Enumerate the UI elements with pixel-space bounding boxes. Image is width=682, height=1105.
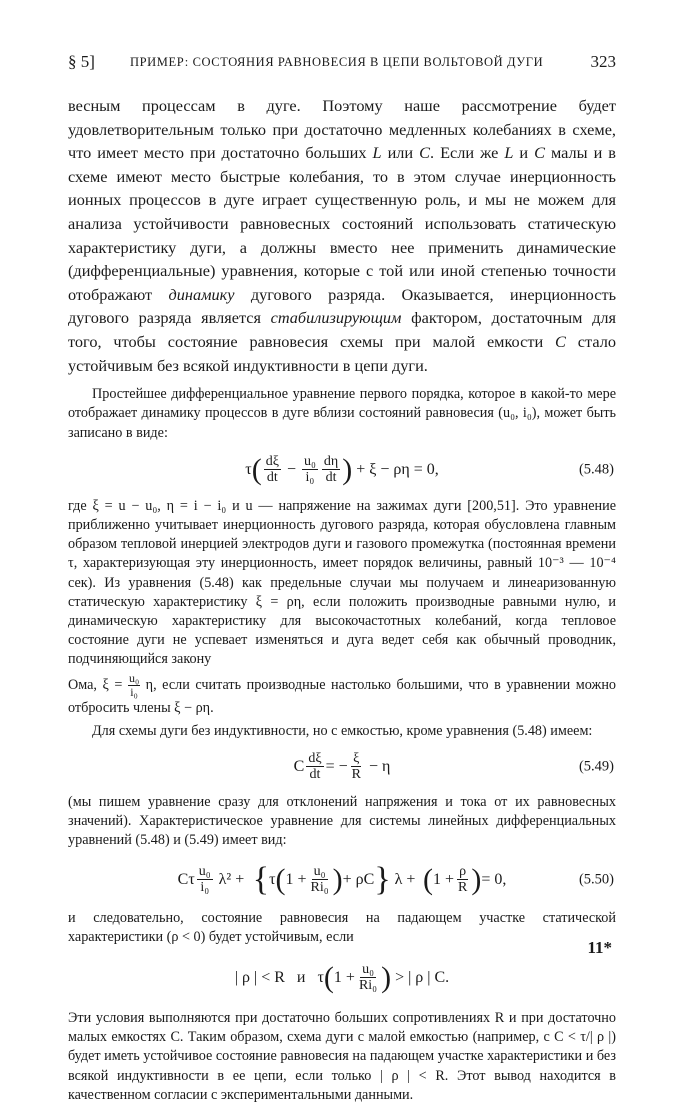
paragraph-5: (мы пишем уравнение сразу для отклонений напряжения и тока от их равновесных значений). Характеристическое уравнение для системы линейных дифференциальных уравнений (5.48) и (5.49) имеет вид: (68, 793, 616, 849)
paragraph-3: где ξ = u − u₀, η = i − i₀ и u — напряжение на зажимах дуги [200,51]. Это уравнение приближенно учитывает инерционность дугового разряда, которая обусловлена главным образом тепловой инерцией электродов дуги и газового промежутка (постоянная времени τ, характеризующая эту инерционность, имеет порядок величины, равный 10⁻³ — 10⁻⁴ сек). Из уравнения (5.48) как предельные случаи мы получаем и линеаризованную статическую характеристику ξ = ρη, если положить производные равными нулю, и динамическую характеристику для высокочастотных колебаний, когда тепловое состояние дуги не успевает изменяться и дуга ведет себя как обычный проводник, подчиняющийся закону (68, 497, 616, 668)
equation-number: (5.50) (578, 871, 614, 888)
signature-mark: 11* (587, 938, 612, 957)
equation-5-48: τ ( $\frac{d\xi}{dt}$ − $\frac{\text{u₀}}{\text{i₀}}$ $\frac{d\eta}{dt}$ ) + ξ − ρη = 0, (5.48) (245, 452, 614, 486)
running-title: ПРИМЕР: СОСТОЯНИЯ РАВНОВЕСИЯ В ЦЕПИ ВОЛЬТОВОЙ ДУГИ (130, 55, 544, 69)
paragraph-6: и следовательно, состояние равновесия на падающем участке статической характеристики (ρ < 0) будет устойчивым, если (68, 909, 616, 945)
equation-5-49: C $\frac{d\xi}{dt}$ = − $\frac{\xi}{R}$ − η (5.49) (293, 751, 614, 783)
section-mark: § 5] (68, 52, 95, 71)
page-header (68, 52, 616, 78)
page (68, 52, 616, 1105)
paragraph-2: Простейшее дифференциальное уравнение первого порядка, которое в какой-то мере отображает динамику процессов в дуге вблизи состояний равновесия (u₀, i₀), может быть записано в виде: (68, 386, 616, 441)
equation-5-50: Cτ $\frac{\text{u₀}}{\text{i₀}}$ λ² + { τ ( 1 + $\frac{\text{u₀}}{\text{Ri₀}}$ ) + ρC } λ + ( 1 + $\frac{\rho}{R}$ ) = 0, (5.50) (177, 860, 614, 898)
paragraph-7: Эти условия выполняются при достаточно больших сопротивлениях R и при достаточно малых емкостях C. Таким образом, схема дуги с малой емкостью (например, с C < τ/| ρ |) будет иметь устойчивое состояние равновесия на падающем участке характеристики и без всякой индуктивности в ее цепи, если только | ρ | < R. Этот вывод находится в качественном согласии с экспериментальными данными. (68, 1009, 616, 1103)
paragraph-1: весным процессам в дуге. Поэтому наше рассмотрение будет удовлетворительным только при достаточно медленных колебаниях в схеме, что имеет место при достаточно больших L или C. Если же L и C малы и в схеме имеют место быстрые колебания, то в этом случае инерционность ионных процессов в дуге играет существенную роль, и мы не можем для анализа устойчивости равновесных состояний использовать статическую характеристику дуги, а должны вместо нее применить динамические (дифференциальные) уравнения, которые с той или иной степенью точности отображают динамику дугового разряда. Оказывается, инерционность дугового разряда является стабилизирующим фактором, достаточным для того, чтобы состояние равновесия схемы при малой емкости C стало устойчивым без всякой индуктивности в цепи дуги. (68, 96, 617, 375)
paragraph-3-ohm: Ома, ξ = $\frac{\text{u₀}}{\text{i₀}}$ η, если считать производные настолько большими, что в уравнении можно отбросить члены ξ − ρη. (68, 670, 617, 716)
equation-number: (5.48) (578, 461, 614, 478)
paragraph-4: Для схемы дуги без индуктивности, но с емкостью, кроме уравнения (5.48) имеем: (92, 722, 593, 739)
stability-condition: | ρ | < R и τ ( 1 + $\frac{\text{u₀}}{\text{Ri₀}}$ ) > | ρ | C. (234, 960, 450, 994)
page-number: 323 (590, 52, 616, 71)
equation-number: (5.49) (578, 758, 614, 775)
